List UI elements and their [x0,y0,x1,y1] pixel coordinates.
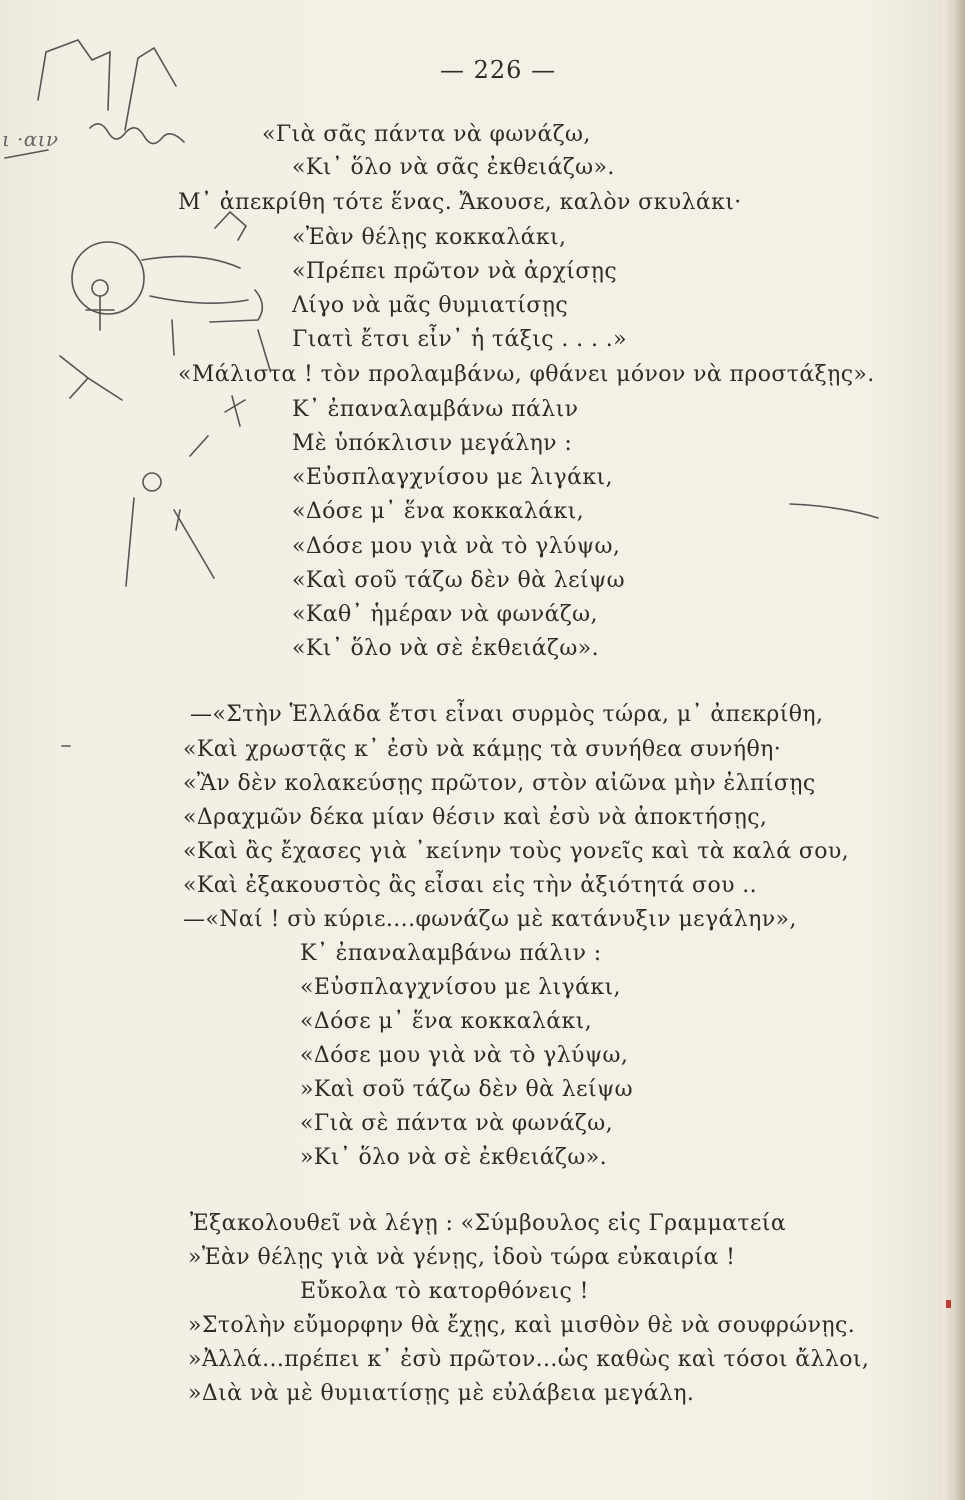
poem-line: Μ᾽ ἀπεκρίθη τότε ἕνας. Ἄκουσε, καλὸν σκυλάκι· [178,190,742,215]
poem-line: «Δόσε μου γιὰ νὰ τὸ γλύψω, [300,1043,629,1068]
poem-line: «Ἐὰν θέλῃς κοκκαλάκι, [292,225,567,250]
poem-line: «Κι᾽ ὅλο νὰ σᾶς ἐκθειάζω». [292,155,615,180]
poem-line: »Ἐὰν θέλῃς γιὰ νὰ γένῃς, ἰδοὺ τώρα εὐκαιρία ! [188,1245,736,1270]
poem-line: «Γιὰ σὲ πάντα νὰ φωνάζω, [300,1111,613,1136]
poem-line: «Πρέπει πρῶτον νὰ ἀρχίσῃς [292,259,618,284]
poem-line: «Ἂν δὲν κολακεύσῃς πρῶτον, στὸν αἰῶνα μὴν ἐλπίσῃς [183,771,816,796]
poem-line: —«Ναί ! σὺ κύριε....φωνάζω μὲ κατάνυξιν μεγάλην», [183,907,797,932]
poem-line: »Ἀλλά...πρέπει κ᾽ ἐσὺ πρῶτον...ὡς καθὼς καὶ τόσοι ἄλλοι, [188,1347,870,1372]
handwritten-numeral-mark-2 [125,48,176,130]
bookmark-tab [946,1300,951,1308]
poem-line: Λίγο νὰ μᾶς θυμιατίσῃς [292,293,569,318]
poem-line: »Διὰ νὰ μὲ θυμιατίσῃς μὲ εὐλάβεια μεγάλη. [188,1381,695,1406]
poem-line: Ἐξακολουθεῖ νὰ λέγῃ : «Σύμβουλος εἰς Γραμματεία [190,1211,787,1236]
poem-line: «Εὐσπλαγχνίσου με λιγάκι, [300,975,621,1000]
poem-line: «Δόσε μ᾽ ἕνα κοκκαλάκι, [292,499,585,524]
page-edge [943,0,965,1500]
poem-line: »Στολὴν εὔμορφην θὰ ἔχῃς, καὶ μισθὸν θὲ νὰ σουφρώνῃς. [188,1313,856,1338]
poem-line: «Κι᾽ ὅλο νὰ σὲ ἐκθειάζω». [292,636,599,661]
poem-line: Γιατὶ ἔτσι εἶν᾽ ἡ τάξις . . . .» [292,327,628,352]
poem-line: «Καὶ χρωστᾷς κ᾽ ἐσὺ νὰ κάμῃς τὰ συνήθεα συνήθη· [183,737,782,762]
poem-line: «Δόσε μου γιὰ νὰ τὸ γλύψω, [292,534,621,559]
poem-line: «Μάλιστα ! τὸν προλαμβάνω, φθάνει μόνον νὰ προστάξῃς». [178,362,875,387]
poem-line: Κ᾽ ἐπαναλαμβάνω πάλιν : [300,941,602,966]
poem-line: «Καθ᾽ ἡμέραν νὰ φωνάζω, [292,602,598,627]
page-number: — 226 — [440,56,557,84]
poem-line: —«Στὴν Ἑλλάδα ἔτσι εἶναι συρμὸς τώρα, μ᾽ ἀπεκρίθη, [190,702,824,727]
poem-line: Κ᾽ ἐπαναλαμβάνω πάλιν [292,397,579,422]
poem-line: «Δραχμῶν δέκα μίαν θέσιν καὶ ἐσὺ νὰ ἀποκτήσῃς, [183,805,768,830]
handwritten-numeral-mark [38,40,110,110]
poem-line: Μὲ ὑπόκλισιν μεγάλην : [292,431,573,456]
poem-line: »Καὶ σοῦ τάζω δὲν θὰ λείψω [300,1077,633,1102]
poem-line: «Γιὰ σᾶς πάντα νὰ φωνάζω, [262,122,591,147]
handwritten-note: ι ·αιν [2,127,59,151]
poem-line: Εὔκολα τὸ κατορθόνεις ! [300,1279,589,1304]
poem-line: «Δόσε μ᾽ ἕνα κοκκαλάκι, [300,1009,593,1034]
poem-line: «Καὶ ἂς ἔχασες γιὰ ᾽κείνην τοὺς γονεῖς καὶ τὰ καλά σου, [183,839,850,864]
poem-line: «Καὶ ἐξακουστὸς ἂς εἶσαι εἰς τὴν ἀξιότητά σου .. [183,873,758,898]
poem-line: »Κι᾽ ὅλο νὰ σὲ ἐκθειάζω». [300,1145,607,1170]
poem-line: «Καὶ σοῦ τάζω δὲν θὰ λείψω [292,568,625,593]
poem-line: «Εὐσπλαγχνίσου με λιγάκι, [292,465,613,490]
